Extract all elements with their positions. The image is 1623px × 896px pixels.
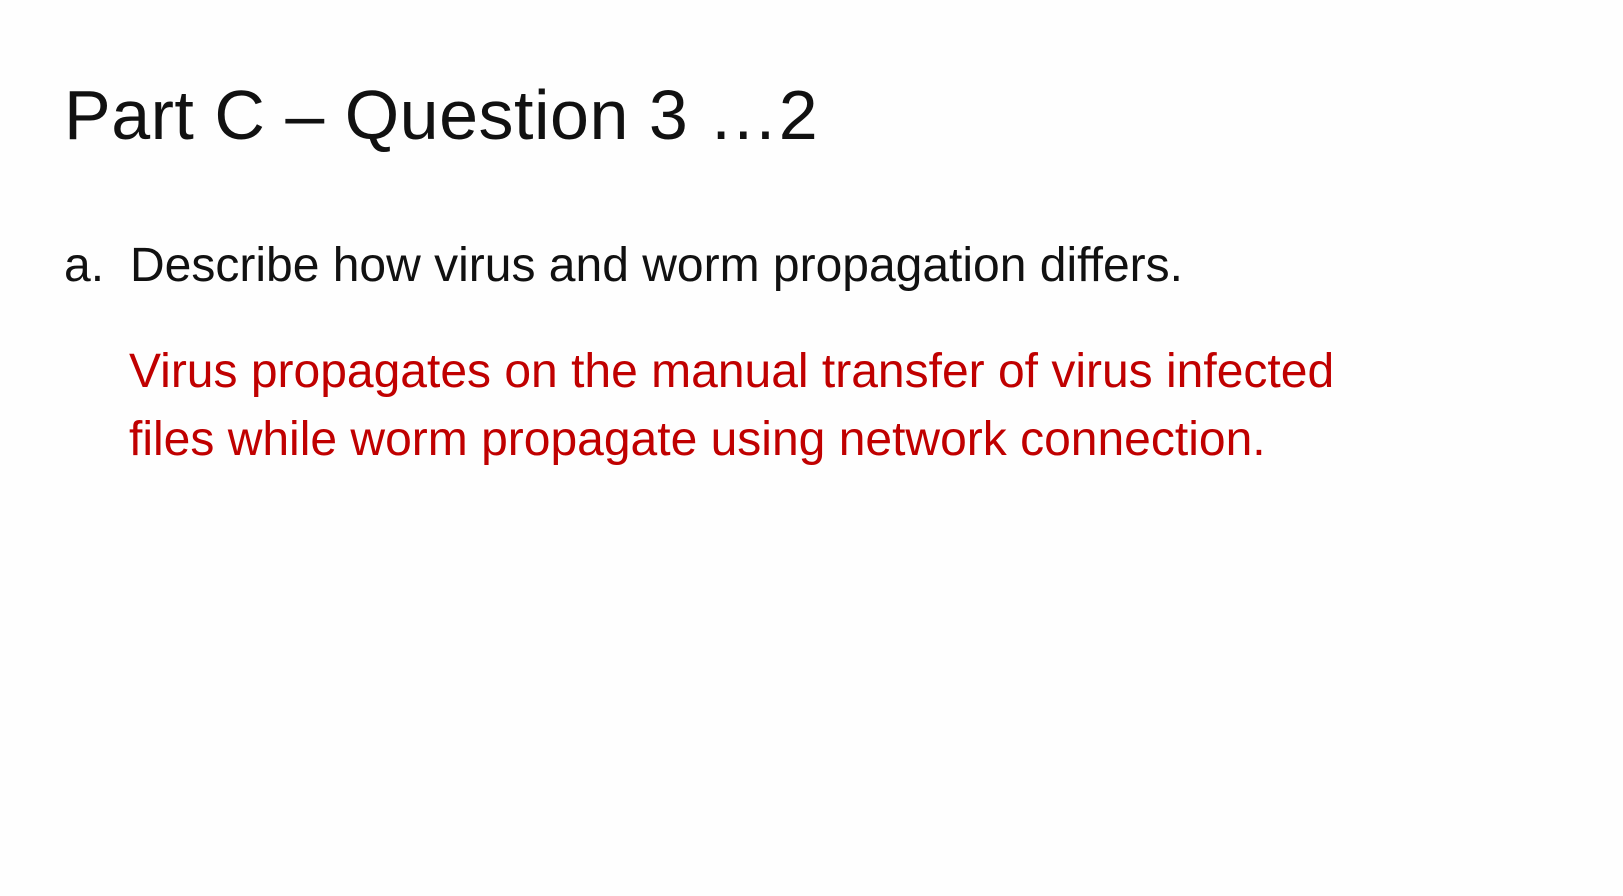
question-list-marker: a. (64, 239, 105, 292)
question-item (64, 236, 1183, 296)
question-text: Describe how virus and worm propagation differs. (130, 239, 1183, 292)
answer-line-2: files while worm propagate using network connection. (129, 413, 1266, 466)
slide-title: Part C – Question 3 …2 (64, 76, 819, 154)
answer-line-1: Virus propagates on the manual transfer of virus infected (129, 345, 1335, 398)
answer-text (129, 338, 1549, 474)
